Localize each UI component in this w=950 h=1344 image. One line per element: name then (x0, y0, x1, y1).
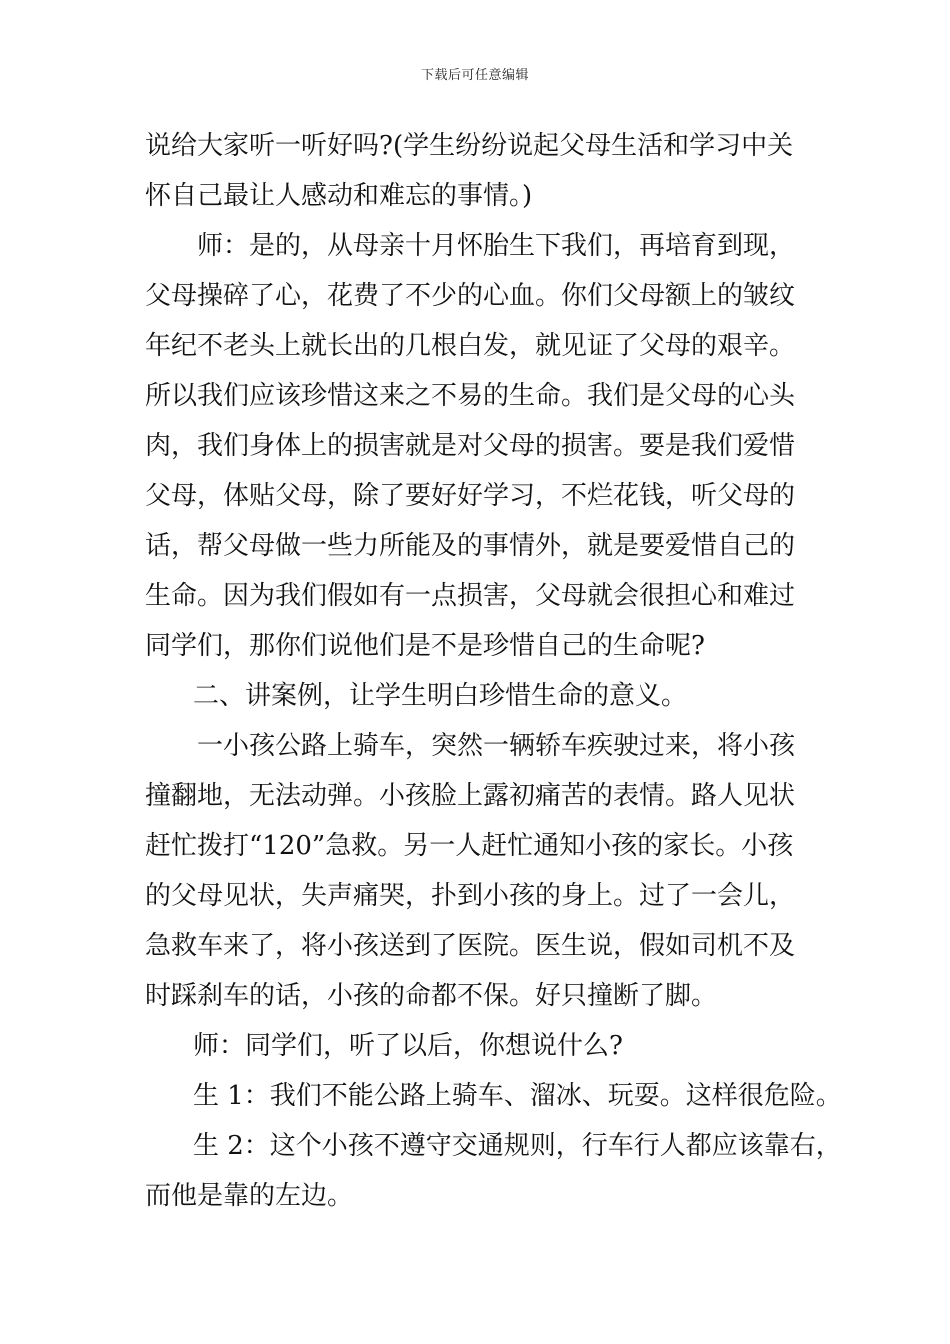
text-line: 年纪不老头上就长出的几根白发，就见证了父母的艰辛。 (145, 331, 796, 361)
text-line: 赶忙拨打“120”急救。另一人赶忙通知小孩的家长。小孩 (145, 831, 794, 861)
document-body (145, 121, 842, 1221)
text-line: 怀自己最让人感动和难忘的事情。) (145, 181, 533, 211)
section-heading: 二、讲案例，让学生明白珍惜生命的意义。 (193, 681, 688, 711)
text-line: 撞翻地，无法动弹。小孩脸上露初痛苦的表情。路人见状 (145, 781, 796, 811)
text-line: 生 2：这个小孩不遵守交通规则，行车行人都应该靠右， (193, 1131, 842, 1161)
text-line: 话，帮父母做一些力所能及的事情外，就是要爱惜自己的 (145, 531, 796, 561)
page-header: 下载后可任意编辑 (420, 68, 529, 83)
text-line: 父母，体贴父母，除了要好好学习，不烂花钱，听父母的 (145, 481, 796, 511)
text-line: 所以我们应该珍惜这来之不易的生命。我们是父母的心头 (145, 381, 796, 411)
text-line: 师：是的，从母亲十月怀胎生下我们，再培育到现， (197, 231, 796, 261)
text-line: 师：同学们，听了以后，你想说什么? (193, 1031, 623, 1061)
text-line: 急救车来了，将小孩送到了医院。医生说，假如司机不及 (145, 931, 796, 961)
text-line: 生命。因为我们假如有一点损害，父母就会很担心和难过 (145, 581, 796, 611)
text-line: 说给大家听一听好吗?(学生纷纷说起父母生活和学习中关 (145, 131, 794, 161)
text-line: 时踩刹车的话，小孩的命都不保。好只撞断了脚。 (145, 981, 718, 1011)
text-line: 父母操碎了心，花费了不少的心血。你们父母额上的皱纹 (145, 281, 796, 311)
text-line: 同学们，那你们说他们是不是珍惜自己的生命呢? (145, 631, 705, 661)
text-line: 肉，我们身体上的损害就是对父母的损害。要是我们爱惜 (145, 431, 796, 461)
text-line: 而他是靠的左边。 (145, 1181, 354, 1211)
text-line: 一小孩公路上骑车，突然一辆轿车疾驶过来，将小孩 (197, 731, 796, 761)
text-line: 的父母见状，失声痛哭，扑到小孩的身上。过了一会儿， (145, 881, 796, 911)
text-line: 生 1：我们不能公路上骑车、溜冰、玩耍。这样很危险。 (193, 1081, 842, 1111)
